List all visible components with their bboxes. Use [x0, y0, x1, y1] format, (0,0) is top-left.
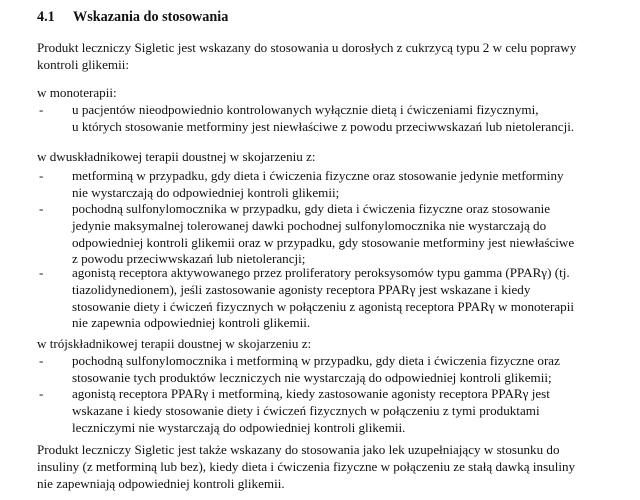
text-line: nie wystarczają do odpowiedniej kontroli glikemii; [72, 184, 340, 200]
text-line: odpowiedniej kontroli glikemii oraz w przypadku, gdy stosowanie metforminy jest niewłaściwe [72, 234, 575, 250]
text-line: pochodną sulfonylomocznika i metforminą w przypadku, gdy dieta i ćwiczenia fizyczne oraz [72, 353, 560, 368]
text-line: z powodu przeciwwskazań lub nietolerancji; [72, 251, 306, 267]
text-line: stosowanie diety i ćwiczeń fizycznych w połączeniu z agonistą receptora PPARγ w monoterapii [72, 298, 574, 314]
text-line: nie zapewnia odpowiedniej kontroli glikemii. [72, 315, 311, 331]
text-line: metforminą w przypadku, gdy dieta i ćwiczenia fizyczne oraz stosowanie jedynie metforminy [72, 168, 564, 183]
bullet-dash: - [39, 102, 44, 117]
dual-therapy-heading: w dwuskładnikowej terapii doustnej w skojarzeniu z: [37, 149, 316, 164]
bullet-dash: - [39, 353, 44, 368]
bullet-dash: - [39, 201, 44, 216]
triple-therapy-heading: w trójskładnikowej terapii doustnej w skojarzeniu z: [37, 336, 312, 351]
insulin-paragraph [37, 442, 617, 492]
text-line: wskazane i kiedy stosowanie diety i ćwiczeń fizycznych w połączeniu z tymi produktami [72, 402, 540, 418]
section-heading [37, 9, 228, 26]
intro-paragraph [37, 40, 617, 74]
text-line: agonistą receptora aktywowanego przez proliferatory peroksysomów typu gamma (PPARγ) (tj. [72, 265, 570, 280]
text-line: u których stosowanie metforminy jest niewłaściwe z powodu przeciwwskazań lub nietolerancji. [72, 118, 575, 134]
list-item [37, 168, 627, 202]
text-line: Produkt leczniczy Sigletic jest wskazany do stosowania u dorosłych z cukrzycą typu 2 w celu poprawy [37, 40, 577, 55]
list-item [37, 353, 627, 387]
text-line: tiazolidynedionem), jeśli zastosowanie agonisty receptora PPARγ jest wskazane i kiedy [72, 281, 531, 297]
list-item [37, 386, 627, 436]
section-title: Wskazania do stosowania [73, 9, 229, 25]
text-line: kontroli glikemii: [37, 56, 130, 72]
text-line: leczniczymi nie wystarczają do odpowiedniej kontroli glikemii. [72, 419, 406, 435]
list-item [37, 201, 627, 268]
text-line: nie zapewniają odpowiedniej kontroli glikemii. [37, 475, 285, 491]
text-line: stosowanie tych produktów leczniczych nie wystarczają do odpowiedniej kontroli glikemii; [72, 369, 552, 385]
bullet-dash: - [39, 265, 44, 280]
bullet-dash: - [39, 168, 44, 183]
text-line: pochodną sulfonylomocznika w przypadku, gdy dieta i ćwiczenia fizyczne oraz stosowanie [72, 201, 551, 216]
text-line: Produkt leczniczy Sigletic jest także wskazany do stosowania jako lek uzupełniający w stosunku do [37, 442, 560, 457]
text-line: jedynie maksymalnej tolerowanej dawki pochodnej sulfonylomocznika nie wystarczają do [72, 217, 547, 233]
list-item [37, 265, 627, 332]
text-line: agonistą receptora PPARγ i metforminą, kiedy zastosowanie agonisty receptora PPARγ jest [72, 386, 550, 401]
monotherapy-heading: w monoterapii: [37, 85, 117, 100]
text-line: insuliny (z metforminą lub bez), kiedy dieta i ćwiczenia fizyczne w połączeniu ze stałą dawką insuliny [37, 458, 576, 474]
list-item [37, 102, 627, 136]
text-line: u pacjentów nieodpowiednio kontrolowanych wyłącznie dietą i ćwiczeniami fizycznymi, [72, 102, 539, 117]
bullet-dash: - [39, 386, 44, 401]
section-number: 4.1 [37, 9, 55, 25]
